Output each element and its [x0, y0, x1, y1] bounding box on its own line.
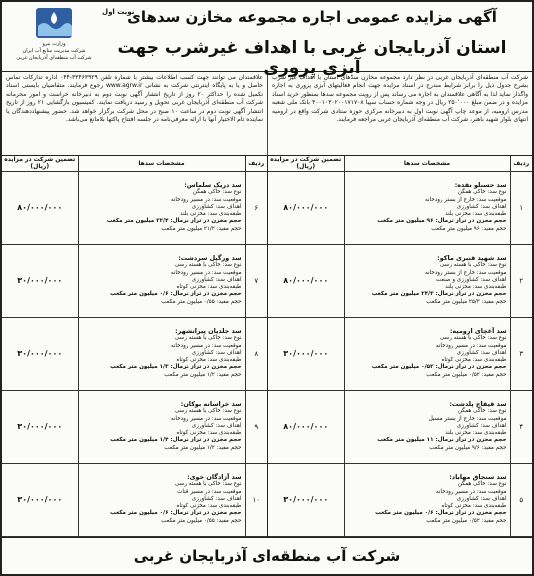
- logo-line-1: وزارت نیرو: [42, 41, 66, 47]
- footer-company-name: شرکت آب منطقه‌ای آذربایجان غربی: [133, 547, 401, 565]
- dam-volume: حجم مخزن در تراز نرمال: ۰/۶ میلیون متر مکعب: [110, 291, 242, 298]
- row-number: ۱۰: [245, 463, 267, 536]
- dam-volume: حجم مخزن در تراز نرمال: ۱۱ میلیون متر مکعب: [377, 437, 507, 444]
- row-number: ۷: [245, 244, 267, 317]
- dam-spec-line: اهداف سد: کشاورزی: [191, 349, 242, 356]
- dam-spec-cell: [344, 463, 510, 536]
- intro-right-paragraph: شرکت آب منطقه‌ای آذربایجان غربی در نظر دارد مجموعه مخازن سدهای استان با اهداف غیر شرب بشرح جدول ذیل را برابر شرایط مندرج در اسناد مزایده جهت انجام فعالیتهای آبزی پروری به اجاره واگذار نماید لذا به آگاهی علاقمندان به اجاره می رساند پس از رویت مجموعه سدها بمنظور خرید اسناد مزایده و در ضمن مبلغ ۲۵۰٬۰۰۰ ریال در وجه شماره حساب سپیا ۴۰۰۱۰۳۰۲۰۰۱۷۱۷۰۸ بانک ملی شعبه مدرس ارومیه، از موعد چاپ آگهی نوبت اول به دبیرخانه مرکزی حوزه ستادی شرکت واقع در ارومیه انتهای بلوار شهید باهنر، شرکت آب منطقه‌ای آذربایجان غربی مراجعه فرمایند.: [267, 72, 532, 155]
- dam-spec-line: موقعیت سد: در مسیر قنات: [177, 488, 242, 495]
- dam-spec-line: طبقه‌بندی سد: مخزنی بلند: [180, 211, 242, 218]
- title-line-1: آگهی مزایده عمومی اجاره مجموعه مخازن سدهای: [127, 8, 497, 26]
- dam-spec-line: طبقه‌بندی سد: مخزنی کوتاه: [176, 284, 242, 291]
- dam-spec-line: اهداف سد: کشاورزی: [456, 203, 507, 210]
- dam-spec-line: اهداف سد: کشاورزی: [191, 495, 242, 502]
- dam-volume: حجم مخزن در تراز نرمال: ۲۲/۴ میلیون متر مکعب: [106, 218, 242, 225]
- dam-spec-line: اهداف سد: کشاورزی: [456, 422, 507, 429]
- dam-spec-cell: [78, 390, 245, 463]
- row-number: ۳: [510, 317, 532, 390]
- dam-spec-line: نوع سد: خاکی با هسته رسی: [439, 335, 507, 342]
- dam-spec-line: نوع سد: خاکی با هسته رسی: [174, 335, 242, 342]
- guarantee-amount: ۳۰/۰۰۰/۰۰۰: [2, 317, 78, 390]
- dam-spec-line: نوع سد: خاکی با هسته رسی: [174, 262, 242, 269]
- dam-spec-cell: [78, 171, 245, 244]
- water-logo-icon: [34, 6, 74, 40]
- row-number: ۵: [510, 463, 532, 536]
- row-number: ۸: [245, 317, 267, 390]
- table-row: [2, 390, 267, 463]
- dam-spec-cell: [344, 390, 510, 463]
- header-guarantee: تضمین شرکت در مزایده (ریال): [2, 156, 78, 171]
- logo-line-3: شرکت آب منطقه‌ای آذربایجان غربی: [16, 55, 92, 61]
- guarantee-amount: ۸۰/۰۰۰/۰۰۰: [268, 390, 344, 463]
- intro-section: [2, 72, 532, 156]
- company-logo: [6, 6, 102, 68]
- dam-spec-line: طبقه‌بندی سد: مخزنی کوتاه: [176, 357, 242, 364]
- dam-spec-line: موقعیت سد: خارج از بستر رودخانه: [425, 269, 507, 276]
- table-row: [2, 463, 267, 536]
- dam-name: سد حسنلو نقده:: [454, 181, 507, 190]
- table-row: [268, 463, 532, 536]
- guarantee-amount: ۸۰/۰۰۰/۰۰۰: [2, 171, 78, 244]
- row-number: ۱: [510, 171, 532, 244]
- dam-volume: حجم مخزن در تراز نرمال: ۱/۴ میلیون متر مکعب: [110, 437, 242, 444]
- dam-spec-line: موقعیت سد: در مسیر رودخانه: [170, 269, 242, 276]
- dam-name: سد آغچای ارومیه:: [449, 327, 507, 336]
- dam-useful-volume: حجم مفید: ۰/۵۲ میلیون متر مکعب: [426, 371, 507, 378]
- dam-name: سد دریک سلماس:: [184, 181, 242, 190]
- dam-name: سد ورگیل سردشت:: [178, 254, 242, 263]
- dam-spec-line: نوع سد: خاکی با هسته رسی: [174, 481, 242, 488]
- header-dam-spec: مشخصات سدها: [78, 156, 245, 171]
- dam-spec-line: طبقه‌بندی سد: مخزنی کوتاه: [441, 357, 507, 364]
- dam-useful-volume: حجم مفید: ۱/۲ میلیون متر مکعب: [164, 444, 242, 451]
- dams-table-left: [2, 156, 267, 537]
- dam-spec-line: اهداف سد: کشاورزی: [456, 349, 507, 356]
- dam-spec-line: موقعیت سد: در مسیر رودخانه: [170, 415, 242, 422]
- dam-spec-line: طبقه‌بندی سد: مخزنی بلند: [445, 284, 507, 291]
- guarantee-amount: ۸۰/۰۰۰/۰۰۰: [268, 171, 344, 244]
- guarantee-amount: ۸۰/۰۰۰/۰۰۰: [268, 244, 344, 317]
- dam-spec-line: نوع سد: خاکی با هسته رسی: [174, 408, 242, 415]
- header-dam-spec: مشخصات سدها: [344, 156, 510, 171]
- dam-spec-line: موقعیت سد: خارج از بستر رودخانه: [425, 196, 507, 203]
- dam-spec-cell: [78, 244, 245, 317]
- dam-name: سد قیقاچ پلدشت:: [449, 400, 507, 409]
- nobat-label: نوبت اول: [102, 8, 135, 16]
- dam-spec-line: نوع سد: خاکی با هسته رسی: [439, 262, 507, 269]
- dam-volume: حجم مخزن در تراز نرمال: ۲۴/۳ میلیون متر مکعب: [371, 291, 507, 298]
- header-guarantee: تضمین شرکت در مزایده (ریال): [268, 156, 344, 171]
- dam-useful-volume: حجم مفید: ۱/۲ میلیون متر مکعب: [164, 371, 242, 378]
- dam-name: سد خراسانه بوکان:: [180, 400, 242, 409]
- dam-volume: حجم مخزن در تراز نرمال: ۰/۶ میلیون متر مکعب: [375, 510, 507, 517]
- header-row-number: ردیف: [245, 156, 267, 171]
- dam-spec-line: موقعیت سد: در مسیر رودخانه: [170, 196, 242, 203]
- row-number: ۹: [245, 390, 267, 463]
- intro-left-paragraph: علاقمندان می توانند جهت کسب اطلاعات بیشتر با شماره تلفن ۳۳۴۶۳۹۲۹-۰۴۴ اداره تدارکات تماس حاصل و یا به پایگاه اینترنتی شرکت به نشانی www.agrw.ir رجوع فرمایند. متقاضیان بایستی اسناد تکمیل شده را حداکثر ۲۰ روز از تاریخ انتشار آگهی نوبت دوم به دبیرخانه حراست و امور محرمانه شرکت آب منطقه‌ای آذربایجان غربی تحویل و رسید دریافت نمایند. کمیسیون بازگشایی ۲۱ روز از تاریخ انتشار آگهی نوبت دوم در ساعت ۱۰ صبح در محل شرکت برگزار خواهد شد. حضور پیشنهاددهندگان یا نماینده تام الاختیار آنها با ارائه معرفی‌نامه در جلسه افتتاح پاکتها بلامانع می‌باشد.: [6, 74, 264, 124]
- dam-useful-volume: حجم مفید: ۹/۶ میلیون متر مکعب: [429, 444, 507, 451]
- dam-spec-cell: [344, 317, 510, 390]
- dam-volume: حجم مخزن در تراز نرمال: ۰/۵۲ میلیون متر مکعب: [371, 364, 507, 371]
- dam-spec-line: موقعیت سد: در مسیر رودخانه: [435, 488, 507, 495]
- header-row-number: ردیف: [510, 156, 532, 171]
- row-number: ۴: [510, 390, 532, 463]
- guarantee-amount: ۳۰/۰۰۰/۰۰۰: [2, 463, 78, 536]
- dam-spec-line: موقعیت سد: در مسیر رودخانه: [170, 342, 242, 349]
- table-row: [2, 171, 267, 244]
- dam-spec-cell: [78, 463, 245, 536]
- logo-line-2: شرکت مدیریت منابع آب ایران: [22, 48, 86, 54]
- dam-spec-line: طبقه‌بندی سد: مخزنی بلند: [445, 211, 507, 218]
- table-row: [268, 171, 532, 244]
- dam-spec-line: اهداف سد: کشاورزی: [191, 276, 242, 283]
- dam-spec-cell: [344, 171, 510, 244]
- dam-name: سد شهید قنبری ماکو:: [437, 254, 507, 263]
- dam-spec-line: طبقه‌بندی سد: مخزنی کوتاه: [176, 430, 242, 437]
- dam-spec-line: اهداف سد: کشاورزی و صنعت: [435, 276, 507, 283]
- guarantee-amount: ۳۰/۰۰۰/۰۰۰: [2, 390, 78, 463]
- table-row: [2, 244, 267, 317]
- dam-spec-line: طبقه‌بندی سد: مخزنی کوتاه: [441, 503, 507, 510]
- dam-useful-volume: حجم مفید: ۲۵/۳ میلیون متر مکعب: [426, 298, 507, 305]
- dam-spec-line: نوع سد: خاکی همگن: [192, 189, 242, 196]
- dam-spec-line: موقعیت سد: خارج از بستر مسیل: [428, 415, 507, 422]
- dam-spec-line: نوع سد: خاکی همگن: [457, 408, 507, 415]
- dam-spec-line: طبقه‌بندی سد: مخزنی بلند: [445, 430, 507, 437]
- dam-spec-line: طبقه‌بندی سد: مخزنی کوتاه: [176, 503, 242, 510]
- dam-name: سد سنجاق مهاباد:: [449, 473, 507, 482]
- table-row: [268, 244, 532, 317]
- dam-useful-volume: حجم مفید: ۹۶ میلیون متر مکعب: [431, 225, 507, 232]
- dam-useful-volume: حجم مفید: ۰/۵۲ میلیون متر مکعب: [426, 517, 507, 524]
- dam-useful-volume: حجم مفید: ۰/۵۵ میلیون متر مکعب: [161, 298, 242, 305]
- table-row: [268, 390, 532, 463]
- dam-spec-line: نوع سد: خاکی همگن: [457, 481, 507, 488]
- table-row: [268, 317, 532, 390]
- header: [2, 2, 532, 78]
- dam-volume: حجم مخزن در تراز نرمال: ۹۶ میلیون متر مکعب: [377, 218, 507, 225]
- row-number: ۶: [245, 171, 267, 244]
- table-row: [2, 317, 267, 390]
- guarantee-amount: ۳۰/۰۰۰/۰۰۰: [268, 463, 344, 536]
- dam-spec-line: نوع سد: خاکی همگن: [457, 189, 507, 196]
- row-number: ۲: [510, 244, 532, 317]
- dam-spec-line: اهداف سد: کشاورزی: [191, 203, 242, 210]
- title-line-2: استان آذربایجان غربی با اهداف غیرشرب جهت آبزی پروری: [117, 38, 507, 78]
- dam-useful-volume: حجم مفید: ۲۱/۲ میلیون متر مکعب: [161, 225, 242, 232]
- dams-tables: [2, 156, 532, 538]
- dams-table-right: [267, 156, 532, 537]
- guarantee-amount: ۳۰/۰۰۰/۰۰۰: [268, 317, 344, 390]
- dam-useful-volume: حجم مفید: ۰/۵۵ میلیون متر مکعب: [161, 517, 242, 524]
- dam-spec-line: اهداف سد: کشاورزی: [456, 495, 507, 502]
- dam-spec-cell: [78, 317, 245, 390]
- dam-volume: حجم مخزن در تراز نرمال: ۱/۳ میلیون متر مکعب: [110, 364, 242, 371]
- dam-volume: حجم مخزن در تراز نرمال: ۰/۶ میلیون متر مکعب: [110, 510, 242, 517]
- dam-name: سد آزادگان خوی:: [187, 473, 242, 482]
- guarantee-amount: ۳۰/۰۰۰/۰۰۰: [2, 244, 78, 317]
- dam-spec-cell: [344, 244, 510, 317]
- dam-spec-line: موقعیت سد: در مسیر رودخانه: [435, 342, 507, 349]
- dam-spec-line: اهداف سد: کشاورزی: [191, 422, 242, 429]
- dam-name: سد جلدیان پیرانشهر:: [175, 327, 242, 336]
